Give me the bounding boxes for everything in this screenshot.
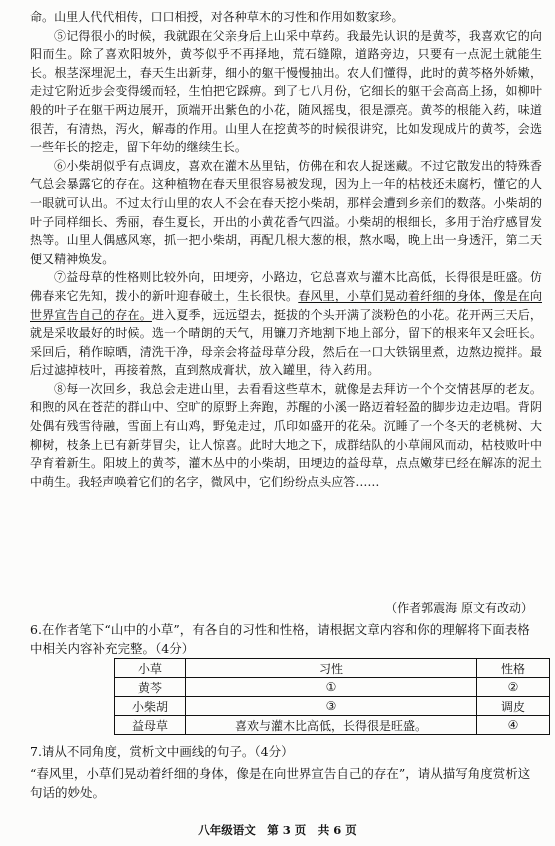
passage-paragraph-0: 命。山里人代代相传，口口相授，对各种草木的习性和作用如数家珍。	[30, 10, 404, 24]
p7-post: 进入夏季，远远望去，挺拔的个头开满了淡粉色的小花。花开两三天后，就是采收最好的时候。选一个晴朗的天气，用镰刀齐地割下地上部分，留下的根来年又会旺长。采回后，稍作晾晒，清洗干净，母亲会将益母草分段，然后在一口大铁锅里煮，边熬边搅拌。最后过滤掉枝叶，再接着熬，直到熬成膏状，放入罐里，待入药用。	[30, 307, 542, 378]
source-note: （作者郭震海 原文有改动）	[385, 601, 533, 615]
passage-paragraph-8: ⑧每一次回乡，我总会走进山里，去看看这些草木，就像是去拜访一个个交情甚厚的老友。和煦的风在苍茫的群山中、空旷的原野上奔跑，苏醒的小溪一路迈着轻盈的脚步边走边唱。背阴处偶有残雪待融，雪面上有山鸡，野兔走过，爪印如盛开的花朵。沉睡了一个冬天的老桃树、大柳树，枝条上已有新芽冒尖，让人惊喜。此时大地之下，成群结队的小草闹风而动，枯枝败叶中孕育着新生。阳坡上的黄芩，灌木丛中的小柴胡，田埂边的益母草，点点嫩芽已经在解冻的泥土中萌生。我轻声唤着它们的名字，微风中，它们纷纷点头应答……	[30, 381, 542, 489]
table-cell: ①	[186, 678, 477, 697]
p7-pre: ⑦益母草的性格则比较外向，田埂旁，小路边，它总喜欢与灌木比高低，长得很是旺盛。仿佛春来它先知，拨小的新叶迎春破土，生长很快。	[30, 270, 542, 303]
table-cell: 喜欢与灌木比高低，长得很是旺盛。	[186, 716, 477, 735]
table-cell: ③	[186, 697, 477, 716]
question-7-prompt: “春风里，小草们晃动着纤细的身体，像是在向世界宣告自己的存在”，请从描写角度赏析这句话的妙处。	[30, 766, 531, 800]
table-cell: ②	[477, 678, 550, 697]
table-cell: 黄芩	[115, 678, 186, 697]
passage	[30, 8, 542, 491]
table-cell: 调皮	[477, 697, 550, 716]
table-row	[115, 716, 550, 735]
table-header: 性格	[477, 659, 550, 678]
question-7: 7.请从不同角度，赏析文中画线的句子。（4分）	[30, 744, 294, 759]
table-header: 习性	[186, 659, 477, 678]
passage-paragraph-6: ⑥小柴胡似乎有点调皮，喜欢在灌木丛里钻，仿佛在和农人捉迷藏。不过它散发出的特殊香气总会暴露它的存在。这种植物在春天里很容易被发现，因为上一年的枯枝还未腐朽，懂它的人一眼就可认出。不过太行山里的农人不会在春天挖小柴胡，那样会遭到乡亲们的数落。小柴胡的叶子同样细长、秀丽，春生夏长，开出的小黄花香气四溢。小柴胡的根细长，多用于治疗感冒发热等。山里人偶感风寒，抓一把小柴胡，再配几根大葱的根，熬水喝，晚上出一身透汗，第二天便又精神焕发。	[30, 158, 542, 266]
underlined-sentence: 春风里，小草们晃动着纤细的身体，像是在向世界宣告自己的存在。	[30, 288, 542, 322]
table-cell: 益母草	[115, 716, 186, 735]
table-row	[115, 697, 550, 716]
answer-table	[114, 658, 550, 735]
table-header-row	[115, 659, 550, 678]
passage-paragraph-7	[30, 268, 542, 380]
table-header: 小草	[115, 659, 186, 678]
table-cell: 小柴胡	[115, 697, 186, 716]
page-footer: 八年级语文 第 3 页 共 6 页	[198, 823, 357, 837]
passage-paragraph-5: ⑤记得很小的时候，我就跟在父亲身后上山采中草药。我最先认识的是黄芩，我喜欢它的向阳而生。除了喜欢阳坡外，黄芩似乎不再择地，荒石缝隙，道路旁边，只要有一点泥土就能生长。根茎深埋泥土，春天生出新芽，细小的躯干慢慢抽出。农人们懂得，此时的黄芩格外娇嫩，走过它附近步会变得缓而轻，生怕把它踩痹。到了七八月份，它细长的躯干会高高上扬，如柳叶般的叶子在躯干两边展开，顶端开出紫色的小花，随风摇曳，很是漂亮。黄芩的根能入药，味道很苦，有清热，泻火，解毒的作用。山里人在挖黄芩的时候很讲究，比如发现成片的黄芩，会选一些年长的挖走，留下年幼的继续生长。	[30, 28, 542, 155]
question-6: 6.在作者笔下“山中的小草”，有各自的习性和性格，请根据文章内容和你的理解将下面表格中相关内容补充完整。（4分）	[30, 622, 530, 656]
table-row	[115, 678, 550, 697]
table-cell: ④	[477, 716, 550, 735]
